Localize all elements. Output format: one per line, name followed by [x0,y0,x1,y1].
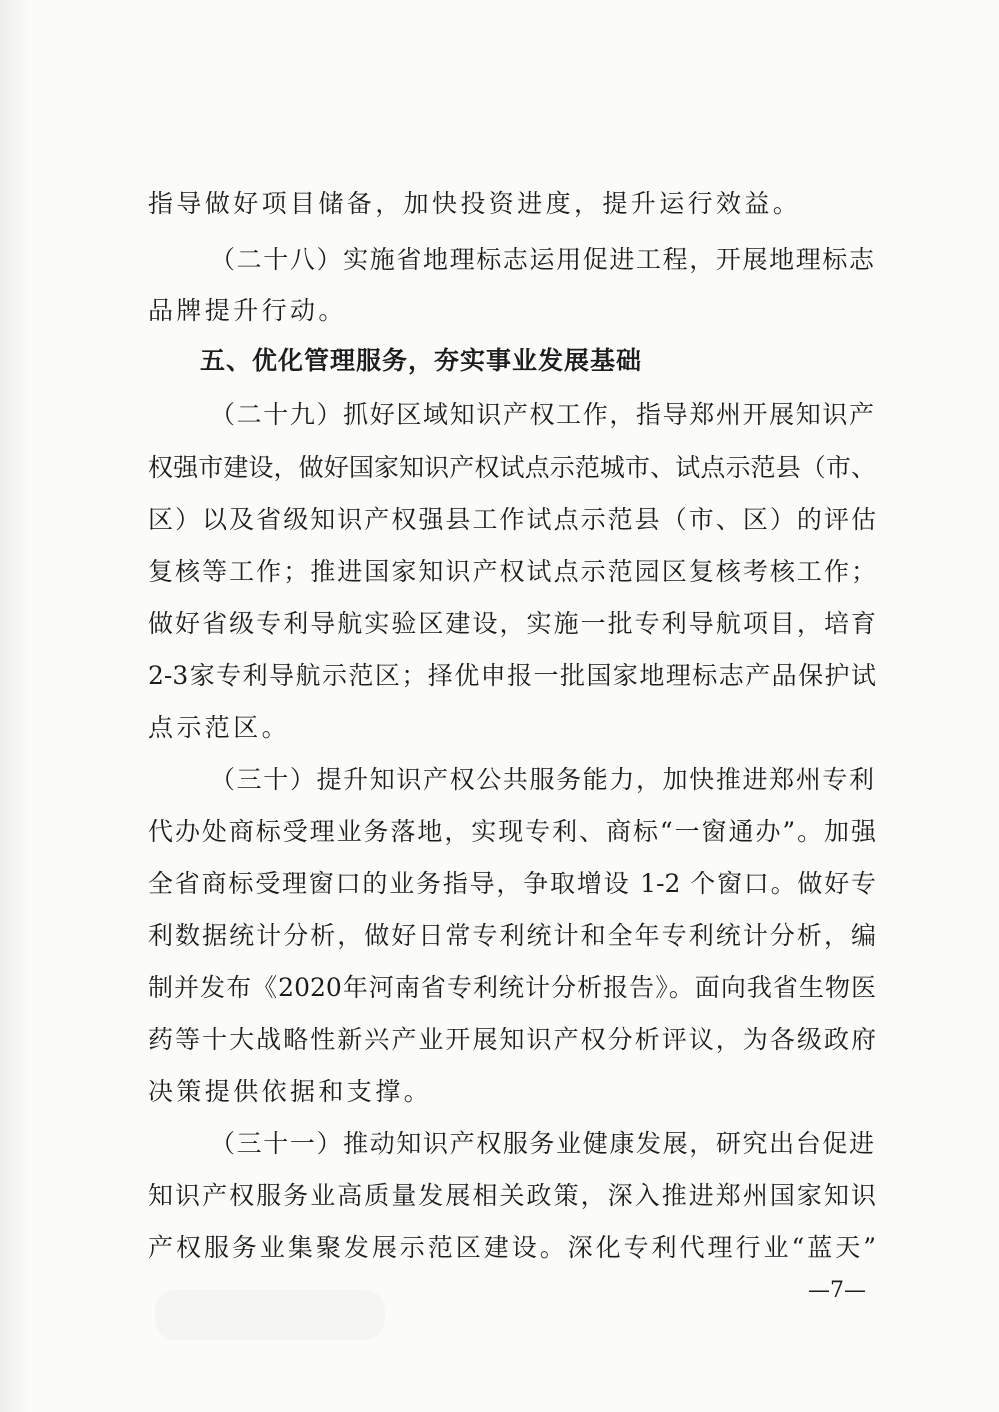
paragraph-line: 区）以及省级知识产权强县工作试点示范县（市、区）的评估 [148,505,876,534]
paragraph-line: 药等十大战略性新兴产业开展知识产权分析评议，为各级政府 [148,1025,876,1054]
paragraph-line: 权强市建设，做好国家知识产权试点示范城市、试点示范县（市、 [148,453,876,482]
paragraph-line: 2-3家专利导航示范区；择优申报一批国家地理标志产品保护试 [148,661,876,690]
paragraph-line: （三十一）推动知识产权服务业健康发展，研究出台促进 [210,1129,874,1158]
paragraph-line: 做好省级专利导航实验区建设，实施一批专利导航项目，培育 [148,609,876,638]
paragraph-line: 产权服务业集聚发展示范区建设。深化专利代理行业“蓝天” [148,1233,876,1262]
paragraph-line: （二十八）实施省地理标志运用促进工程，开展地理标志 [210,245,874,274]
page-number: —7— [808,1278,866,1303]
paragraph-line: （三十）提升知识产权公共服务能力，加快推进郑州专利 [210,765,874,794]
paragraph-line: 代办处商标受理业务落地，实现专利、商标“一窗通办”。加强 [148,817,876,846]
paragraph-line: 指导做好项目储备，加快投资进度，提升运行效益。 [148,189,802,218]
paragraph-line: 全省商标受理窗口的业务指导，争取增设 1-2 个窗口。做好专 [148,869,876,898]
paragraph-line: 决策提供依据和支撑。 [148,1077,433,1106]
section-heading: 五、优化管理服务，夯实事业发展基础 [200,346,643,375]
paragraph-line: （二十九）抓好区域知识产权工作，指导郑州开展知识产 [210,400,874,429]
scan-edge-shadow [0,0,30,1412]
paragraph-line: 知识产权服务业高质量发展相关政策，深入推进郑州国家知识 [148,1181,876,1210]
paragraph-line: 复核等工作；推进国家知识产权试点示范园区复核考核工作； [148,557,876,586]
scan-smudge [155,1290,385,1340]
paragraph-line: 制并发布《2020年河南省专利统计分析报告》。面向我省生物医 [148,973,876,1002]
paragraph-line: 利数据统计分析，做好日常专利统计和全年专利统计分析，编 [148,921,876,950]
paragraph-line: 品牌提升行动。 [148,296,347,325]
paragraph-line: 点示范区。 [148,713,291,742]
